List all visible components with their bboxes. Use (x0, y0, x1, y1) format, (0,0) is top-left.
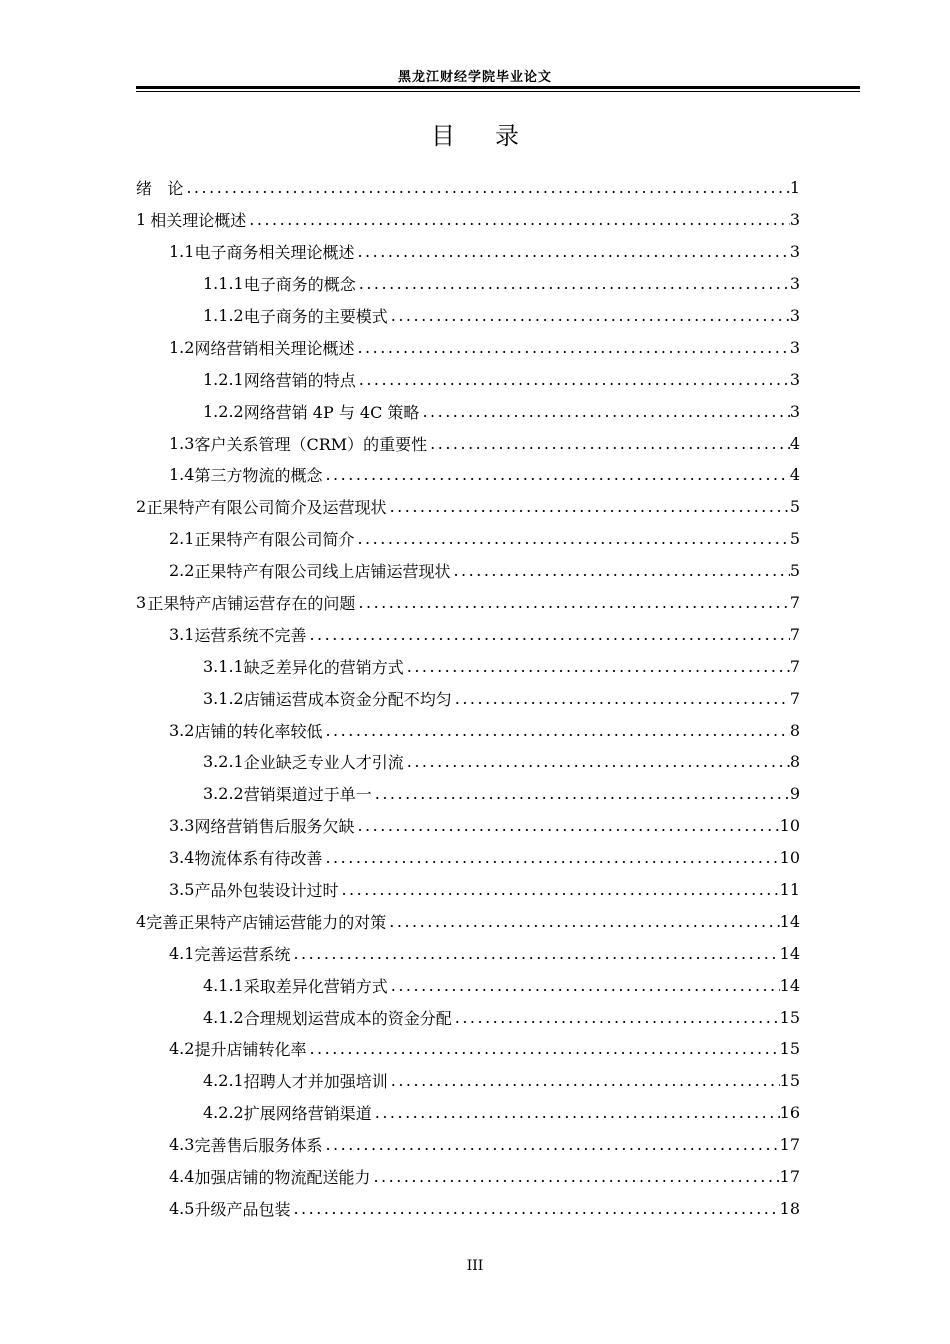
toc-entry[interactable] (136, 268, 800, 300)
table-of-contents (136, 172, 800, 1224)
toc-entry-page: 15 (779, 1071, 800, 1091)
toc-entry-number: 3.4 (169, 848, 195, 868)
toc-entry-page: 10 (779, 848, 800, 868)
toc-entry-page: 3 (789, 274, 800, 294)
toc-entry[interactable] (136, 618, 800, 650)
toc-entry-label: 相关理论概述 (150, 211, 247, 231)
toc-entry-number: 1.1 (169, 242, 195, 262)
toc-entry-number: 4.1 (169, 943, 195, 963)
toc-entry-number: 2 (136, 497, 147, 517)
toc-leader-dots (388, 306, 790, 325)
toc-entry-label: 正果特产有限公司线上店铺运营现状 (194, 562, 451, 582)
toc-entry-page: 15 (779, 1039, 800, 1059)
toc-entry[interactable] (136, 363, 800, 395)
toc-entry-label: 产品外包装设计过时 (194, 881, 339, 901)
toc-entry-page: 7 (789, 656, 800, 676)
toc-entry-number: 4.2 (169, 1039, 195, 1059)
toc-entry-number: 4.3 (169, 1135, 195, 1155)
toc-entry-page: 14 (779, 911, 800, 931)
toc-entry-label: 缺乏差异化的营销方式 (243, 657, 404, 677)
toc-entry-number: 4.4 (169, 1167, 195, 1187)
toc-leader-dots (183, 178, 789, 197)
toc-entry-page: 14 (779, 943, 800, 963)
toc-entry[interactable] (136, 331, 800, 363)
toc-entry[interactable] (136, 969, 800, 1001)
toc-leader-dots (419, 402, 789, 421)
toc-leader-dots (354, 816, 779, 835)
toc-entry-page: 3 (789, 210, 800, 230)
toc-leader-dots (354, 338, 789, 357)
toc-entry-number: 4.1.2 (203, 1007, 244, 1027)
header-rule-thin (136, 91, 860, 92)
toc-leader-dots (404, 657, 790, 676)
toc-leader-dots (322, 1135, 779, 1154)
toc-entry-number: 绪 (136, 179, 153, 199)
toc-entry-number: 2.2 (169, 561, 195, 581)
toc-entry-label: 招聘人才并加强培训 (243, 1072, 388, 1092)
toc-entry-page: 17 (779, 1167, 800, 1187)
toc-entry[interactable] (136, 1097, 800, 1129)
toc-entry[interactable] (136, 937, 800, 969)
toc-entry-number: 1.2.2 (203, 401, 244, 421)
toc-entry-number: 3 (136, 593, 147, 613)
toc-entry-page: 5 (789, 529, 800, 549)
toc-entry-label: 电子商务相关理论概述 (194, 243, 355, 263)
toc-entry[interactable] (136, 491, 800, 523)
toc-leader-dots (306, 1039, 779, 1058)
toc-entry-page: 15 (779, 1007, 800, 1027)
toc-entry-label: 正果特产店铺运营存在的问题 (147, 594, 356, 614)
toc-leader-dots (354, 529, 789, 548)
toc-entry-number: 3.1.2 (203, 688, 244, 708)
toc-entry-page: 17 (779, 1135, 800, 1155)
toc-entry-page: 3 (789, 337, 800, 357)
toc-entry-label: 正果特产有限公司简介及运营现状 (146, 498, 387, 518)
toc-entry-number: 4.2.2 (203, 1103, 244, 1123)
toc-entry-label: 电子商务的主要模式 (243, 307, 388, 326)
toc-leader-dots (354, 242, 789, 261)
toc-entry-page: 7 (789, 688, 800, 708)
toc-entry-number: 4 (136, 911, 147, 931)
toc-entry-label: 物流体系有待改善 (194, 849, 323, 869)
toc-entry-page: 3 (789, 401, 800, 421)
toc-entry-number: 1.3 (169, 433, 195, 453)
toc-leader-dots (322, 465, 789, 484)
toc-leader-dots (246, 210, 790, 229)
toc-leader-dots (370, 1167, 779, 1186)
toc-entry-page: 7 (789, 593, 800, 613)
toc-entry[interactable] (136, 650, 800, 682)
toc-entry[interactable] (136, 523, 800, 555)
header-rule-thick (136, 86, 860, 89)
toc-entry-page: 4 (789, 465, 800, 485)
toc-entry-label: 客户关系管理（CRM）的重要性 (194, 434, 428, 454)
toc-entry-label: 企业缺乏专业人才引流 (243, 753, 404, 773)
running-header: 黑龙江财经学院毕业论文 (397, 70, 552, 85)
toc-leader-dots (372, 784, 790, 803)
toc-entry-label: 提升店铺转化率 (194, 1040, 307, 1060)
toc-leader-dots (387, 497, 790, 516)
toc-leader-dots (290, 1199, 779, 1218)
toc-entry-label: 第三方物流的概念 (194, 466, 323, 486)
toc-entry[interactable] (136, 1001, 800, 1033)
toc-entry[interactable] (136, 427, 800, 459)
toc-entry[interactable] (136, 395, 800, 427)
toc-entry[interactable] (136, 459, 800, 491)
toc-entry-number: 1.2.1 (203, 369, 244, 389)
toc-entry[interactable] (136, 810, 800, 842)
toc-entry[interactable] (136, 587, 800, 619)
toc-entry[interactable] (136, 555, 800, 587)
toc-entry-page: 9 (789, 784, 800, 804)
toc-entry-number: 3.2 (169, 720, 195, 740)
toc-entry-page: 18 (779, 1198, 800, 1218)
toc-entry-label: 店铺的转化率较低 (194, 721, 323, 741)
toc-entry-label: 店铺运营成本资金分配不均匀 (243, 689, 452, 709)
toc-entry-label: 正果特产有限公司简介 (194, 530, 355, 550)
toc-entry-number: 3.5 (169, 880, 195, 900)
toc-leader-dots (452, 689, 790, 708)
toc-leader-dots (356, 370, 790, 389)
toc-leader-dots (427, 434, 790, 453)
toc-entry[interactable] (136, 746, 800, 778)
toc-leader-dots (388, 1071, 780, 1090)
toc-entry-page: 5 (789, 561, 800, 581)
toc-entry[interactable] (136, 1129, 800, 1161)
toc-entry-page: 11 (779, 880, 800, 900)
toc-entry-page: 8 (789, 720, 800, 740)
toc-entry-number: 4.1.1 (203, 975, 244, 995)
toc-entry-number: 4.2.1 (203, 1071, 244, 1091)
toc-leader-dots (388, 976, 780, 995)
toc-entry-page: 8 (789, 752, 800, 772)
toc-leader-dots (322, 848, 779, 867)
toc-entry-label: 网络营销的特点 (243, 370, 356, 390)
toc-leader-dots (290, 944, 779, 963)
toc-entry-number: 1.4 (169, 465, 195, 485)
toc-leader-dots (452, 1008, 780, 1027)
toc-entry-page: 16 (779, 1103, 800, 1123)
toc-entry[interactable] (136, 842, 800, 874)
toc-entry-label: 网络营销 4P 与 4C 策略 (243, 402, 420, 422)
toc-entry-page: 5 (789, 497, 800, 517)
toc-entry-label: 加强店铺的物流配送能力 (194, 1168, 371, 1188)
toc-entry-number: 3.2.2 (203, 784, 244, 804)
toc-entry-page: 3 (789, 369, 800, 389)
toc-entry[interactable] (136, 1161, 800, 1193)
toc-entry[interactable] (136, 204, 800, 236)
toc-entry-label: 完善运营系统 (194, 944, 291, 964)
toc-entry-label: 论 (167, 179, 184, 199)
toc-leader-dots (355, 593, 789, 612)
toc-entry-number: 1 (136, 210, 147, 230)
toc-entry-page: 3 (789, 242, 800, 262)
toc-leader-dots (322, 721, 789, 740)
toc-entry[interactable] (136, 172, 800, 204)
toc-entry[interactable] (136, 1193, 800, 1225)
toc-entry[interactable] (136, 300, 800, 332)
toc-entry-label: 完善售后服务体系 (194, 1136, 323, 1156)
toc-leader-dots (450, 561, 789, 580)
toc-entry-label: 网络营销售后服务欠缺 (194, 817, 355, 837)
toc-entry[interactable] (136, 714, 800, 746)
toc-entry-label: 运营系统不完善 (194, 625, 307, 645)
toc-entry-label: 完善正果特产店铺运营能力的对策 (146, 912, 387, 932)
toc-entry-number: 3.3 (169, 816, 195, 836)
toc-entry[interactable] (136, 905, 800, 937)
toc-entry[interactable] (136, 236, 800, 268)
toc-entry-page: 1 (789, 178, 800, 198)
toc-leader-dots (372, 1103, 780, 1122)
toc-entry[interactable] (136, 778, 800, 810)
toc-leader-dots (404, 752, 790, 771)
toc-entry-label: 扩展网络营销渠道 (243, 1104, 372, 1124)
toc-entry-page: 7 (789, 624, 800, 644)
toc-entry-number: 1.1.1 (203, 274, 244, 294)
toc-entry-label: 网络营销相关理论概述 (194, 338, 355, 358)
page-number: III (466, 1258, 484, 1274)
toc-entry[interactable] (136, 1065, 800, 1097)
toc-entry-number: 4.5 (169, 1198, 195, 1218)
toc-entry-number: 3.1 (169, 624, 195, 644)
toc-entry-number: 2.1 (169, 529, 195, 549)
toc-entry-label: 采取差异化营销方式 (243, 976, 388, 996)
toc-leader-dots (356, 274, 790, 293)
toc-entry-number: 1.2 (169, 337, 195, 357)
toc-entry-label: 升级产品包装 (194, 1199, 291, 1219)
toc-entry-page: 4 (789, 433, 800, 453)
toc-entry-number: 3.1.1 (203, 656, 244, 676)
toc-entry[interactable] (136, 874, 800, 906)
toc-entry-page: 14 (779, 975, 800, 995)
toc-leader-dots (386, 912, 779, 931)
toc-entry-page: 3 (789, 306, 800, 325)
toc-entry-label: 合理规划运营成本的资金分配 (243, 1008, 452, 1028)
toc-entry[interactable] (136, 1033, 800, 1065)
toc-entry-label: 电子商务的概念 (243, 275, 356, 295)
toc-entry[interactable] (136, 682, 800, 714)
toc-entry-page: 10 (779, 816, 800, 836)
toc-entry-number: 3.2.1 (203, 752, 244, 772)
toc-entry-label: 营销渠道过于单一 (243, 785, 372, 805)
toc-leader-dots (306, 625, 789, 644)
toc-leader-dots (338, 880, 779, 899)
toc-title: 目录 (431, 122, 559, 150)
toc-entry-number: 1.1.2 (203, 306, 244, 325)
